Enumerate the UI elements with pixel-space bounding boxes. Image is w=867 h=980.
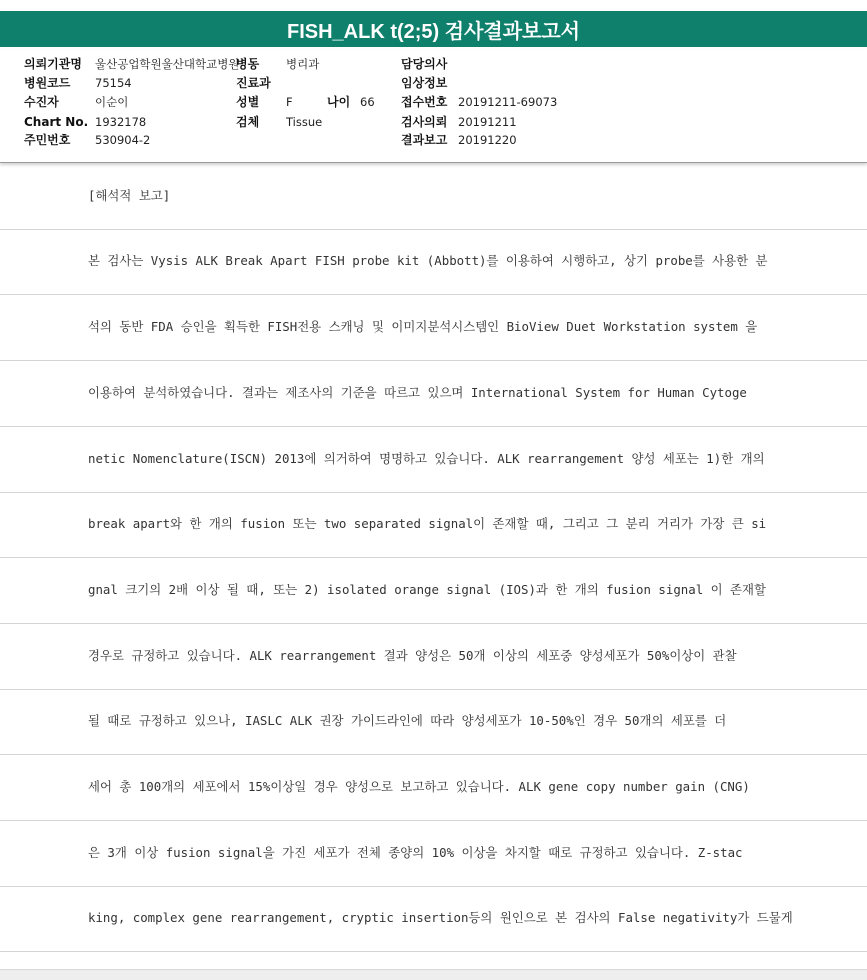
report-line-text: 세어 총 100개의 세포에서 15%이상일 경우 양성으로 보고하고 있습니다. ALK gene copy number gain (CNG) (88, 779, 750, 794)
report-line (0, 689, 867, 755)
age-value: 66 (360, 95, 375, 109)
patient-info-panel (0, 50, 867, 163)
accession-value: 20191211-69073 (458, 95, 558, 109)
sex-label: 성별 (236, 95, 260, 109)
patient-name-value: 이순이 (95, 95, 129, 109)
report-line (0, 427, 867, 493)
chart-no-label: Chart No. (24, 115, 89, 129)
report-line-text: 될 때로 규정하고 있으나, IASLC ALK 권장 가이드라인에 따라 양성세포가 10-50%인 경우 50개의 세포를 더 (88, 713, 727, 728)
ward-label: 병동 (236, 57, 260, 71)
report-line (0, 624, 867, 690)
specimen-value: Tissue (286, 115, 323, 129)
report-line-text: 경우로 규정하고 있습니다. ALK rearrangement 결과 양성은 50개 이상의 세포중 양성세포가 50%이상이 관찰 (88, 648, 737, 663)
report-line (0, 558, 867, 624)
interpretive-report (0, 164, 867, 970)
chart-no-value: 1932178 (95, 115, 147, 129)
hospital-code-value: 75154 (95, 76, 132, 90)
hospital-label: 의뢰기관명 (24, 57, 82, 71)
report-line (0, 295, 867, 361)
report-date-label: 결과보고 (401, 133, 448, 147)
report-line (0, 755, 867, 821)
specimen-label: 검체 (236, 115, 260, 129)
report-line (0, 821, 867, 887)
hospital-code-label: 병원코드 (24, 76, 71, 90)
report-line-text: king, complex gene rearrangement, cryptic insertion등의 원인으로 본 검사의 False negativity가 드물게 (88, 910, 793, 925)
report-line (0, 492, 867, 558)
report-line-text: 은 3개 이상 fusion signal을 가진 세포가 전체 종양의 10% 이상을 차지할 때로 규정하고 있습니다. Z-stac (88, 845, 743, 860)
report-line-text: 이용하여 분석하였습니다. 결과는 제조사의 기준을 따르고 있으며 International System for Human Cytoge (88, 385, 747, 400)
report-line (0, 361, 867, 427)
clinical-label: 임상정보 (401, 76, 448, 90)
accession-label: 접수번호 (401, 95, 448, 109)
hospital-value: 울산공업학원울산대학교병원 (95, 57, 240, 71)
dept-label: 진료과 (236, 76, 271, 90)
doctor-label: 담당의사 (401, 57, 448, 71)
report-title-bar (0, 11, 867, 47)
age-label: 나이 (327, 95, 351, 109)
resident-id-value: 530904-2 (95, 133, 151, 147)
report-title: FISH_ALK t(2;5) 검사결과보고서 (286, 20, 581, 43)
report-line-text: break apart와 한 개의 fusion 또는 two separated signal이 존재할 때, 그리고 그 분리 거리가 가장 큰 si (88, 516, 767, 531)
sex-value: F (286, 95, 293, 109)
resident-id-label: 주민번호 (24, 133, 71, 147)
request-date-value: 20191211 (458, 115, 517, 129)
report-line-text: [해석적 보고] (88, 188, 171, 203)
report-date-value: 20191220 (458, 133, 517, 147)
request-date-label: 검사의뢰 (401, 115, 448, 129)
bottom-edge-bar (0, 969, 867, 980)
report-line (0, 229, 867, 295)
report-line-text: 석의 동반 FDA 승인을 획득한 FISH전용 스캐닝 및 이미지분석시스템인 BioView Duet Workstation system 을 (88, 319, 758, 334)
ward-value: 병리과 (286, 57, 320, 71)
report-line (0, 886, 867, 952)
patient-name-label: 수진자 (24, 95, 59, 109)
report-line-text: 본 검사는 Vysis ALK Break Apart FISH probe kit (Abbott)를 이용하여 시행하고, 상기 probe를 사용한 분 (88, 253, 768, 268)
report-line-text: gnal 크기의 2배 이상 될 때, 또는 2) isolated orange signal (IOS)과 한 개의 fusion signal 이 존재할 (88, 582, 766, 597)
report-line-text: netic Nomenclature(ISCN) 2013에 의거하여 명명하고 있습니다. ALK rearrangement 양성 세포는 1)한 개의 (88, 451, 765, 466)
report-line (0, 164, 867, 230)
